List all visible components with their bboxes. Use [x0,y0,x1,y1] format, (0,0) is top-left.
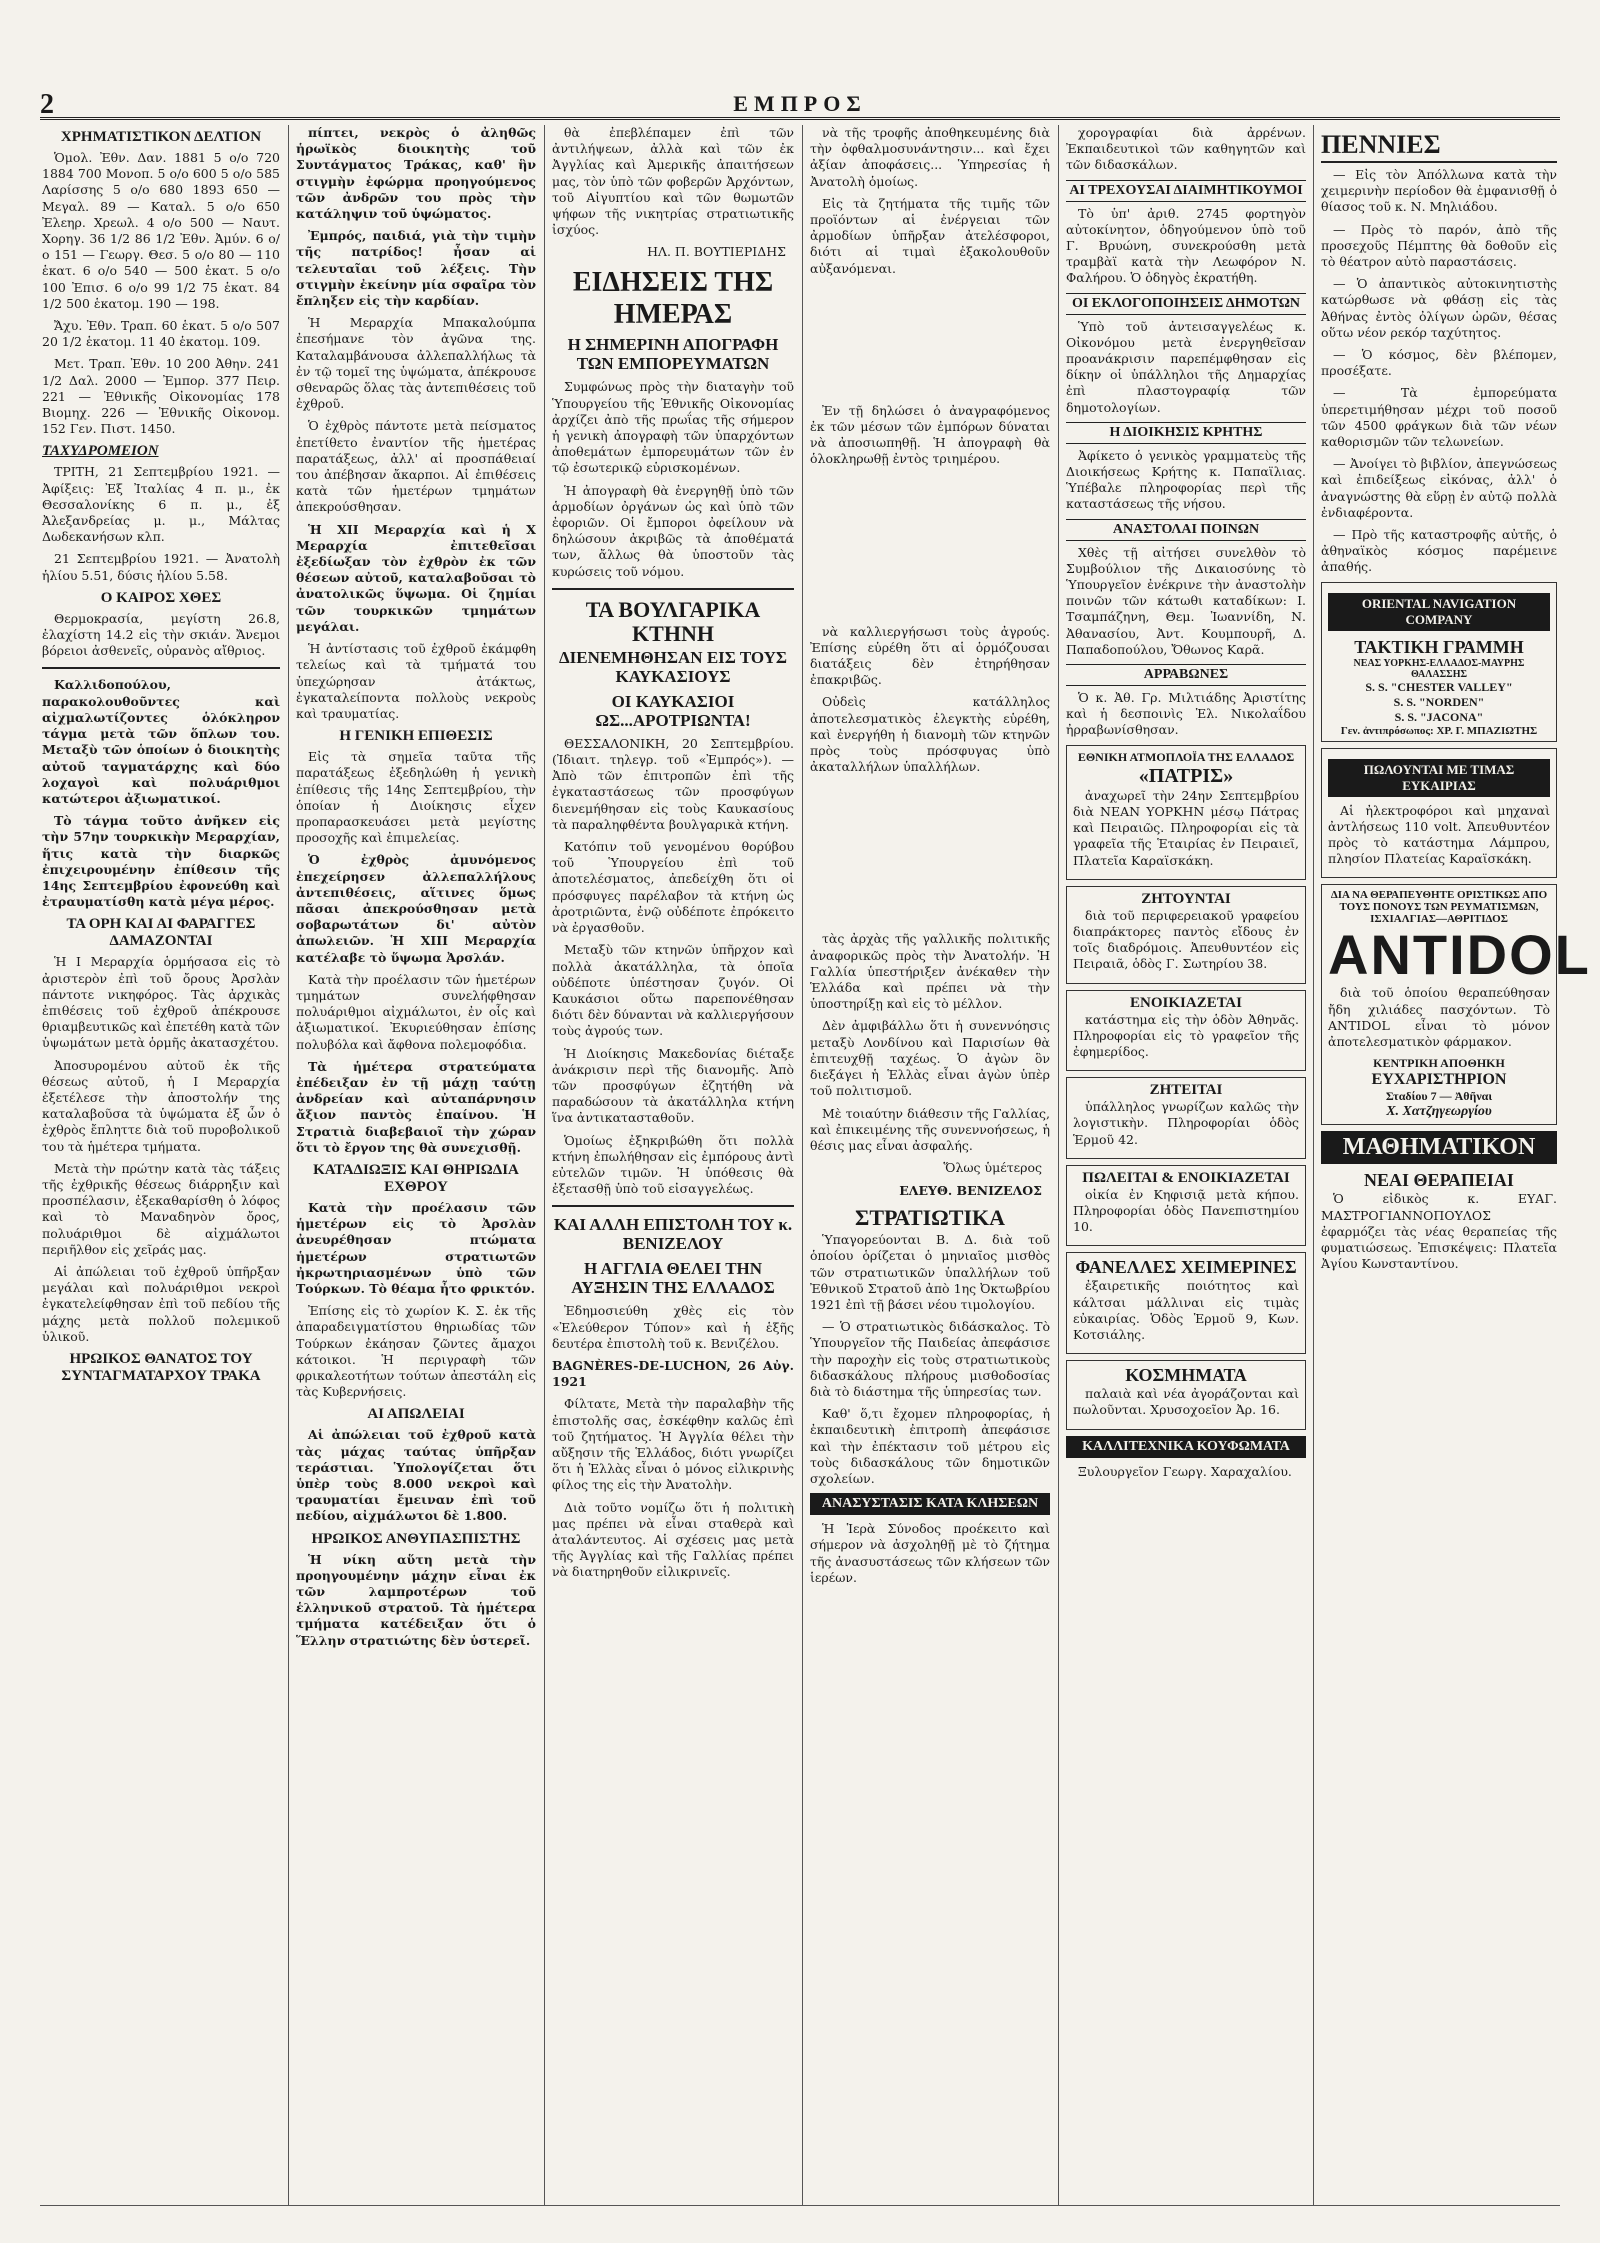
paragraph: τὰς ἀρχὰς τῆς γαλλικῆς πολιτικῆς ἀναφορικῶς πρὸς τὴν Ἀνατολήν. Ἡ Γαλλία ὑπεστήριξεν ἀνέκαθεν τὴν Ἑλλάδα καὶ πρέπει νὰ τὴν ὑποστηρίξῃ καὶ εἰς τὸ μέλλον. [810,931,1050,1012]
ad-title: ΖΗΤΟΥΝΤΑΙ [1141,890,1231,907]
column-rule [802,125,803,2205]
divider [552,1205,794,1207]
signature-name: ΕΛΕΥΘ. ΒΕΝΙΖΕΛΟΣ [899,1183,1042,1199]
paragraph: Ἐμπρός, παιδιά, γιὰ τὴν τιμὴν τῆς πατρίδος! ἦσαν αἱ τελευταῖαι τοῦ λέξεις. Τὴν στιγμὴν ἐκείνην μία σφαῖρα τὸν ἔπληξεν εἰς τὴν καρδίαν. [296,228,536,309]
paragraph: Ἡ Διοίκησις Μακεδονίας διέταξε ἀνάκρισιν περὶ τῆς διανομῆς. Ἀπὸ τῶν προσφύγων ἐζητήθη νὰ παραδώσουν τὰ ἀκατάλληλα κτήνη ἵνα ἀντικατασταθοῦν. [552,1045,794,1126]
section-heading: ΑΙ ΑΠΩΛΕΙΑΙ [367,1406,465,1423]
spacer [810,474,1050,624]
section-heading: ΗΡΩΙΚΟΣ ΑΝΘΥΠΑΣΠΙΣΤΗΣ [311,1530,521,1547]
paragraph: 21 Σεπτεμβρίου 1921. — Ἀνατολὴ ἡλίου 5.51, δύσις ἡλίου 5.58. [42,551,280,583]
paragraph: Ὑπὸ τοῦ ἀντεισαγγελέως κ. Οἰκονόμου μετὰ ἐνεργηθεῖσαν προανάκρισιν παρεπέμφθησαν εἰς δίκην οἱ ὑπάλληλοι τῆς Δημαρχίας ἐπὶ πλαστογραφίᾳ τῶν δημοτολογίων. [1066,318,1306,415]
bottom-rule [40,2205,1560,2206]
paragraph: νὰ τῆς τροφῆς ἀποθηκευμένης διὰ τὴν ὀφθαλμοσυνάντησιν... καὶ ἔχει ἀξίαν ἀποφάσεις... Ὑπηρεσίας ἡ Ἀνατολὴ ὁμοίως. [810,125,1050,189]
paragraph: — Ἀνοίγει τὸ βιβλίον, ἀπεγνώσεως καὶ ἐπιδείξεως εἰκόνας, ἀλλ' ὁ ἀναγνώστης θὰ εὕρῃ ἐν αὐτῷ πολλὰ ἐνδιαφέροντα. [1321,456,1557,520]
ad-text: ἀναχωρεῖ τὴν 24ην Σεπτεμβρίου διὰ ΝΕΑΝ ΥΟΡΚΗΝ μέσῳ Πάτρας καὶ Πειραιῶς. Πληροφορίαι εἰς τὰ γραφεῖα τῆς Ἑταιρίας ἐν Πειραιεῖ, Πλατεῖα Καραϊσκάκη. [1073,787,1299,868]
ad-title: ΖΗΤΕΙΤΑΙ [1149,1082,1223,1099]
signature-closing: Ὅλως ὑμέτερος [943,1160,1042,1176]
ad-text: Ὁ εἰδικὸς κ. ΕΥΑΓ. ΜΑΣΤΡΟΓΙΑΝΝΟΠΟΥΛΟΣ ἐφαρμόζει τὰς νέας θεραπείας τῆς φυματιώσεως. Ἐπισκέψεις: Πλατεῖα Ἀγίου Κωνσταντίνου. [1321,1191,1557,1272]
ad-subtitle: ΤΑΚΤΙΚΗ ΓΡΑΜΜΗ [1354,636,1524,657]
section-heading: ΚΑΤΑΔΙΩΞΙΣ ΚΑΙ ΘΗΡΙΩΔΙΑ ΕΧΘΡΟΥ [313,1161,519,1195]
paragraph: Καλλιδοπούλου, παρακολουθοῦντες καὶ αἰχμαλωτίζοντες ὁλόκληρον τάγμα μετὰ τῶν ὅπλων του. Μεταξὺ τῶν ὁποίων ὁ διοικητὴς αὐτοῦ ταγματάρχης καὶ δύο λοχαγοὶ καὶ πολυάριθμοι κατώτεροι ἀξιωματικοί. [42,677,280,806]
dateline: BAGNÈRES-DE-LUCHON, 26 Αὐγ. 1921 [552,1357,794,1390]
masthead [40,89,1560,120]
paragraph: Καθ' ὅ,τι ἔχομεν πληροφορίας, ἡ ἐκπαιδευτικὴ ἐπιτροπὴ ἀπεφάσισε καὶ τὴν ἐπέκτασιν τοῦ μέτρου εἰς τοὺς διδασκάλους τῶν δημοτικῶν σχολείων. [810,1406,1050,1486]
ad-title: ΕΘΝΙΚΗ ΑΤΜΟΠΛΟΪΑ ΤΗΣ ΕΛΛΑΔΟΣ [1077,749,1295,764]
paragraph: Κατόπιν τοῦ γενομένου θορύβου τοῦ Ὑπουργείου ἐπὶ τοῦ ἀποτελέσματος, ἀπεδείχθη ὅτι οἱ πρόσφυγες παρέλαβον τὰ κτήνη ὡς ἀροτριῶντα, ἐνῷ οὐδέποτε ἐπρόκειτο νὰ ἐργασθοῦν. [552,839,794,936]
section-heading: ΤΑΧΥΔΡΟΜΕΙΟΝ [42,443,159,460]
headline: Η ΑΓΓΛΙΑ ΘΕΛΕΙ ΤΗΝ ΑΥΞΗΣΙΝ ΤΗΣ ΕΛΛΑΔΟΣ [571,1259,775,1298]
ad-title: ΚΟΣΜΗΜΑΤΑ [1125,1365,1247,1386]
paragraph: — Εἰς τὸν Ἀπόλλωνα κατὰ τὴν χειμερινὴν περίοδον θὰ ἐμφανισθῇ ὁ θίασος τοῦ κ. Ν. Μηλιάδου. [1321,167,1557,215]
paragraph: Κατὰ τὴν προέλασιν τῶν ἡμετέρων τμημάτων συνελήφθησαν πολυάριθμοι αἰχμάλωτοι, ἐν οἷς καὶ ἀξιωματικοί. Ἐκυριεύθησαν ἐπίσης πολυβόλα καὶ ἄφθονα πολεμοφόδια. [296,971,536,1052]
ad-shipping [1321,582,1557,742]
ad-text: Αἱ ἠλεκτροφόροι καὶ μηχαναὶ ἀντλήσεως 110 volt. Ἀπευθυντέον πρὸς τὸ κατάστημα Λάμπρου, πλησίον Πλατείας Καραϊσκάκη. [1328,802,1550,867]
ship-name: «ΠΑΤΡΙΣ» [1138,764,1234,787]
ad-text: ὑπάλληλος γνωρίζων καλῶς τὴν λογιστικὴν. Πληροφορίαι ὁδὸς Ἑρμοῦ 42. [1073,1099,1299,1147]
ad-text: διὰ τοῦ ὁποίου θεραπεύθησαν ἤδη χιλιάδες πασχόντων. Τὸ ANTIDOL εἶναι τὸ μόνον ἀποτελεσματικὸν φάρμακον. [1328,985,1550,1050]
paragraph: Ὑπαγορεύονται Β. Δ. διὰ τοῦ ὁποίου ὁρίζεται ὁ μηνιαῖος μισθὸς τῶν στρατιωτικῶν ὑπαλλήλων τοῦ Ἐθνικοῦ Στρατοῦ ἀπὸ 1ης Ὀκτωβρίου 1921 ἐπὶ τῇ βάσει νέου τιμολογίου. [810,1232,1050,1312]
ad-text: ἐξαιρετικῆς ποιότητος καὶ κάλτσαι μάλλιναι εἰς τιμὰς εὐκαιρίας. Ὁδὸς Ἑρμοῦ 9, Κων. Κοτσιάλης. [1073,1278,1299,1342]
paragraph: Εἰς τὰ σημεῖα ταῦτα τῆς παρατάξεως ἐξεδηλώθη ἡ γενικὴ ἐπίθεσις τῆς 14ης Σεπτεμβρίου, τὴν ὁποίαν ἡ Διοίκησις εἶχεν προπαρασκευάσει μετὰ μεγίστης προσοχῆς καὶ ἐπιμελείας. [296,749,536,846]
paragraph: Ἀφίκετο ὁ γενικὸς γραμματεὺς τῆς Διοικήσεως Κρήτης κ. Παπαϊλιας. Ὑπέβαλε πληροφορίας περὶ τῆς καταστάσεως τῆς νήσου. [1066,447,1306,512]
paragraph: Ἀποσυρομένου αὐτοῦ ἐκ τῆς θέσεως αὐτοῦ, ἡ Ι Μεραρχία ἐξετέλεσε τὴν ἀποστολήν της καταλαβοῦσα τὰ ὑψώματα ἐξ ὧν ὁ ἐχθρὸς ἔπληττε διὰ τοῦ πυροβολικοῦ του τὰ ἡμέτερα τμήματα. [42,1057,280,1154]
paragraph: Αἱ ἀπώλειαι τοῦ ἐχθροῦ ὑπῆρξαν μεγάλαι καὶ πολυάριθμοι νεκροὶ ἐγκατελείφθησαν ἐπὶ τοῦ πεδίου τῆς μάχης μετὰ πολλοῦ πολεμικοῦ ὑλικοῦ. [42,1263,280,1344]
ad-classified [1066,1165,1306,1247]
section-heading: Η ΓΕΝΙΚΗ ΕΠΙΘΕΣΙΣ [339,728,493,745]
paragraph: Ἡ XII Μεραρχία καὶ ἡ Χ Μεραρχία ἐπιτεθεῖσαι ἐξεδίωξαν τὸν ἐχθρὸν ἐκ τῶν θέσεων αὐτοῦ, καταλαβοῦσαι τὸ ἀνατολικῶς ὕψωμα. Οἱ ζημίαι τῶν τουρκικῶν τμημάτων μεγάλαι. [296,521,536,634]
paragraph: Τὸ ὑπ' ἀριθ. 2745 φορτηγὸν αὐτοκίνητον, ὁδηγούμενον ὑπὸ τοῦ Γ. Βρυώνη, συνεκρούσθη μετὰ τραμβὰϊ κατὰ τὴν Λεωφόρον Ν. Φαλήρου. Ὁ ὁδηγὸς ἐκρατήθη. [1066,205,1306,286]
paragraph: Ἡ Ι Μεραρχία ὁρμήσασα εἰς τὸ ἀριστερὸν ἐπὶ τοῦ ὄρους Ἀρσλὰν πάντοτε νικηφόρος. Τὰς ἀρχικὰς ἐπιθέσεις τοῦ ἐχθροῦ ἀπέκρουσε θριαμβευτικῶς καὶ ἐπετέθη κατὰ τῶν ὑψωμάτων μετὰ ὁρμῆς ἀκατασχέτου. [42,954,280,1051]
ad-sale [1321,748,1557,879]
ship-name: S. S. "NORDEN" [1393,694,1485,709]
paragraph: Διὰ τοῦτο νομίζω ὅτι ἡ πολιτικὴ μας πρέπει νὰ εἶναι σταθερὰ καὶ ἀταλάντευτος. Αἱ σχέσεις μας μετὰ τῆς Ἀγγλίας καὶ τῆς Γαλλίας πρέπει νὰ διατηρηθοῦν εἰλικρινεῖς. [552,1499,794,1580]
paragraph: Ἡ ἀπογραφὴ θὰ ἐνεργηθῇ ὑπὸ τῶν ἁρμοδίων ὀργάνων ὡς καὶ ὑπὸ τῶν ἐφοριῶν. Οἱ ἔμποροι ὀφείλουν νὰ δηλώσουν ἀκριβῶς τὰ ἀποθέματά των, ἄλλως θὰ ὑποστοῦν τὰς κυρώσεις τοῦ νόμου. [552,482,794,579]
column-6 [1321,125,1591,2205]
newspaper-title: ΕΜΠΡΟΣ [733,91,867,116]
section-heading: ΑΝΑΣΥΣΤΑΣΙΣ ΚΑΤΑ ΚΛΗΣΕΩΝ [810,1493,1050,1515]
paragraph: Τὸ τάγμα τοῦτο ἀνῆκεν εἰς τὴν 57ην τουρκικὴν Μεραρχίαν, ἥτις κατὰ τὴν διαρκῶς ἐπιχειρουμένην ἐπίθεσιν τῆς 14ης Σεπτεμβρίου ἐφονεύθη καὶ ἐτραυματίσθη κατὰ μέγα μέρος. [42,813,280,910]
ad-text: κατάστημα εἰς τὴν ὁδὸν Ἀθηνᾶς. Πληροφορίαι εἰς τὸ γραφεῖον τῆς ἐφημερίδος. [1073,1011,1299,1059]
ad-classified [1066,1360,1306,1429]
column-rule [288,125,289,2205]
section-heading: ΟΙ ΕΚΛΟΓΟΠΟΙΗΣΕΙΣ ΔΗΜΟΤΩΝ [1066,293,1306,315]
paragraph: Ἐδημοσιεύθη χθὲς εἰς τὸν «Ἐλεύθερον Τύπον» καὶ ἡ ἑξῆς δευτέρα ἐπιστολὴ τοῦ κ. Βενιζέλου. [552,1303,794,1351]
ad-title: ORIENTAL NAVIGATION COMPANY [1328,593,1550,631]
paragraph: Μὲ τοιαύτην διάθεσιν τῆς Γαλλίας, καὶ ἐπικειμένης τῆς συνεννοήσεως, ἡ θέσις μας εἶναι ἀσφαλής. [810,1105,1050,1153]
paragraph: Ἡ νίκη αὕτη μετὰ τὴν προηγουμένην μάχην εἶναι ἐκ τῶν λαμπροτέρων τοῦ ἑλληνικοῦ στρατοῦ. Τὰ ἡμέτερα τμήματα κατέδειξαν ὅτι ὁ Ἕλλην στρατιώτης δὲν ὑστερεῖ. [296,1551,536,1648]
section-heading: ΗΡΩΙΚΟΣ ΘΑΝΑΤΟΣ ΤΟΥ ΣΥΝΤΑΓΜΑΤΑΡΧΟΥ ΤΡΑΚΑ [61,1351,261,1384]
spacer [810,781,1050,931]
spacer [810,283,1050,403]
paragraph: — Ὁ ἀπαντικὸς αὐτοκινητιστὴς κατώρθωσε νὰ φθάσῃ εἰς τὰς Ἀθήνας ἐντὸς ὀλίγων ὡρῶν, θέσας οὕτω νέον ρεκόρ ταχύτητος. [1321,276,1557,340]
ad-title: ΠΩΛΟΥΝΤΑΙ ΜΕ ΤΙΜΑΣ ΕΥΚΑΙΡΙΑΣ [1328,759,1550,797]
paragraph: — Πρὸ τῆς καταστροφῆς αὐτῆς, ὁ ἀθηναϊκὸς κόσμος παρέμεινε ἀπαθής. [1321,527,1557,575]
paragraph: Φίλτατε, Μετὰ τὴν παραλαβὴν τῆς ἐπιστολῆς σας, ἐσκέφθην καλῶς ἐπὶ τοῦ ζητήματος. Ἡ Ἀγγλία θέλει τὴν αὔξησιν τῆς Ἑλλάδος, διότι γνωρίζει ὅτι ἡ Ἑλλὰς εἶναι ὁ μόνος εἰλικρινὴς φίλος της εἰς τὴν Ἀνατολὴν. [552,1396,794,1493]
paragraph: — Πρὸς τὸ παρόν, ἀπὸ τῆς προσεχοῦς Πέμπτης θὰ δοθοῦν εἰς τὸ θέατρον αὐτὸ παραστάσεις. [1321,221,1557,270]
ad-subtitle: ΝΕΑΙ ΘΕΡΑΠΕΙΑΙ [1364,1170,1514,1191]
ad-store: ΕΥΧΑΡΙΣΤΗΡΙΟΝ [1371,1071,1507,1089]
paragraph: Χθὲς τῇ αἰτήσει συνελθὸν τὸ Συμβούλιον τῆς Δικαιοσύνης τὸ Ὑπουργεῖον ἐνέκρινε τὴν ἀναστολὴν ποινῶν τῶν κάτωθι καταδίκων: Ι. Τσαμπάζηνη, Θεμ. Ἰωαννίδη, Ν. Ἀθανασίου, Ἀντ. Κουμπουρῆ, Δ. Παπαδοπούλου, Ὄθωνος Καρᾶ. [1066,544,1306,657]
paragraph: Ἡ Ἱερὰ Σύνοδος προέκειτο καὶ σήμερον νὰ ἀσχοληθῇ μὲ τὸ ζήτημα τῆς ἀνασυστάσεως τῶν κλήσεων τῶν ἱερέων. [810,1521,1050,1585]
ship-name: S. S. "CHESTER VALLEY" [1365,679,1513,694]
divider [552,588,794,590]
ad-text: παλαιὰ καὶ νέα ἀγοράζονται καὶ πωλοῦνται. Χρυσοχοεῖον Ἀρ. 16. [1073,1386,1299,1418]
paragraph: Ὁ ἐχθρὸς ἀμυνόμενος ἐπεχείρησεν ἀλλεπαλλήλους ἀντεπιθέσεις, αἵτινες ὅμως πᾶσαι ἀπεκρούσθησαν μετὰ σοβαρωτάτων δι' αὐτὸν ἀπωλειῶν. Ἡ XIII Μεραρχία κατέλαβε τὸ ὕψωμα Ἀρσλάν. [296,852,536,965]
paragraph: ΤΡΙΤΗ, 21 Σεπτεμβρίου 1921. — Ἀφίξεις: Ἐξ Ἰταλίας 4 π. μ., ἐκ Θεσσαλονίκης 6 π. μ., ἐξ Ἀλεξανδρείας μ. μ., Μάλτας Δωδεκανήσων κλπ. [42,464,280,545]
paragraph: Ὁμοίως ἐξηκριβώθη ὅτι πολλὰ κτήνη ἐπωλήθησαν εἰς ἐμπόρους ἀντὶ εὐτελῶν τιμῶν. Ἡ ὑπόθεσις θὰ ἐξετασθῇ ὑπὸ τοῦ εἰσαγγελέως. [552,1132,794,1197]
column-5 [1066,125,1306,2205]
column-rule [1313,125,1314,2205]
paragraph: Συμφώνως πρὸς τὴν διαταγὴν τοῦ Ὑπουργείου τῆς Ἐθνικῆς Οἰκονομίας ἀρχίζει ἀπὸ τῆς πρωΐας τῆς σήμερον ἡ γενικὴ ἀπογραφὴ τῶν ὑπαρχόντων ἀποθεμάτων ἐμπορευμάτων τῶν ἐν τῷ ἐσωτερικῷ εὑρισκομένων. [552,379,794,476]
ad-title: ΜΑΘΗΜΑΤΙΚΟΝ [1321,1131,1557,1164]
ad-antidol [1321,884,1591,1125]
paragraph: Μεταξὺ τῶν κτηνῶν ὑπῆρχον καὶ πολλὰ ἀκατάλληλα, τὰ ὁποῖα οὐδέποτε ὑπέστησαν ζυγόν. Οἱ Καυκάσιοι οὕτω παρεπονέθησαν διότι δὲν δύνανται νὰ καλλιεργήσουν τοὺς ἀγρούς των. [552,942,794,1039]
page-number: 2 [40,89,54,120]
ad-agent: Γεν. ἀντιπρόσωπος: ΧΡ. Γ. ΜΠΑΖΙΩΤΗΣ [1340,724,1538,737]
paragraph: πίπτει, νεκρὸς ὁ ἀληθῶς ἡρωϊκὸς διοικητὴς τοῦ Συντάγματος Τράκας, καθ' ἣν στιγμὴν ἐφώρμα προηγούμενος τῶν ἀνδρῶν του πρὸς τὴν κατάληψιν τοῦ ὑψώματος. [296,125,536,222]
ad-classified [1066,990,1306,1072]
paragraph: θὰ ἐπεβλέπαμεν ἐπὶ τῶν ἀντιλήψεων, ἀλλὰ καὶ τῶν ἐκ Ἀγγλίας καὶ Ἀμερικῆς ἀπαιτήσεων μας, τὸν ὑπὸ τῶν φοβερῶν Ἀρχόντων, τοῦ Αἰγυπτίου καὶ τῶν θωμωτῶν ψήφων τῆς νικητρίας στρατιωτικῆς ἰσχύος. [552,125,794,238]
section-heading: ΑΝΑΣΤΟΛΑΙ ΠΟΙΝΩΝ [1066,519,1306,541]
column-3 [552,125,794,2205]
column-rule [1058,125,1059,2205]
ad-address: Σταδίου 7 — Ἀθῆναι [1385,1089,1493,1104]
paragraph: νὰ καλλιεργήσωσι τοὺς ἀγρούς. Ἐπίσης εὑρέθη ὅτι αἱ ὁρμόζουσαι διατάξεις δὲν ἐτηρήθησαν ἐπακριβῶς. [810,623,1050,688]
ad-classified [1066,886,1306,984]
section-heading: ΠΕΝΝΙΕΣ [1321,129,1557,163]
paragraph: Ἡ Μεραρχία Μπακαλούμπα ἐπεσήμανε τὸν ἀγῶνα της. Καταλαμβάνουσα ἀλλεπαλλήλως τὰ ἐν τῷ τομεῖ της ὑψώματα, ἀπέκρουσε σθεναρῶς ὅλας τὰς ἀντεπιθέσεις τοῦ ἐχθροῦ. [296,315,536,412]
brand-name: ANTIDOL [1328,923,1591,987]
paragraph: Κατὰ τὴν προέλασιν τῶν ἡμετέρων εἰς τὸ Ἀρσλὰν ἀνευρέθησαν πτώματα ἡμετέρων στρατιωτῶν ἠκρωτηριασμένων ὑπὸ τῶν Τούρκων. Τὸ θέαμα ἦτο φρικτόν. [296,1199,536,1296]
paragraph: Τὰ ἡμέτερα στρατεύματα ἐπέδειξαν ἐν τῇ μάχῃ ταύτῃ ἀνδρείαν καὶ αὐταπάρνησιν ἄξιον παντὸς ἐπαίνου. Ἡ Στρατιὰ διαβεβαιοῖ τὴν χώραν ὅτι τὸ ἔργον της θὰ συνεχισθῇ. [296,1058,536,1155]
ad-text: διὰ τοῦ περιφερειακοῦ γραφείου διαπράκτορες παντὸς εἴδους ἐν τοῖς διαδρόμοις. Ἀπευθυντέον εἰς Πειραιᾶ, ὁδὸς Γ. Σωτηρίου 38. [1073,907,1299,972]
ad-title: ΦΑΝΕΛΛΕΣ ΧΕΙΜΕΡΙΝΕΣ [1075,1257,1297,1278]
section-heading: ΑΙ ΤΡΕΧΟΥΣΑΙ ΔΙΑΙΜΗΤΙΚΟΥΜΟΙ [1066,180,1306,202]
section-heading: Η ΔΙΟΙΚΗΣΙΣ ΚΡΗΤΗΣ [1066,422,1306,444]
paragraph: Μετ. Τραπ. Ἐθν. 10 200 Ἀθην. 241 1/2 Δαλ. 2000 — Ἐμπορ. 377 Πειρ. 221 — Ἐθνικῆς Οἰκονομίας 178 Βιομηχ. 226 — Ἐθνικῆς Οἰκονομ. 152 Γεν. Πιστ. 1450. [42,356,280,437]
paragraph: Οὐδεὶς κατάλληλος ἀποτελεσματικὸς ἐλεγκτὴς εὑρέθη, καὶ ἐνεργήθη ἡ διανομὴ τῶν κτηνῶν πρὸς τοὺς πρόσφυγας ὑπὸ ἀκαταλλήλων ὑπαλλήλων. [810,694,1050,775]
ad-title: ΕΝΟΙΚΙΑΖΕΤΑΙ [1130,994,1242,1011]
headline: ΟΙ ΚΑΥΚΑΣΙΟΙ ΩΣ...ΑΡΟΤΡΙΩΝΤΑ! [595,691,751,730]
headline: ΕΙΔΗΣΕΙΣ ΤΗΣ ΗΜΕΡΑΣ [572,267,774,331]
paragraph: χορογραφίαι διὰ ἀρρένων. Ἐκπαιδευτικοὶ τῶν καθηγητῶν καὶ τῶν διδασκάλων. [1066,125,1306,173]
ad-text: Ξυλουργεῖον Γεωργ. Χαραχαλίου. [1078,1463,1292,1479]
paragraph: Ἐπίσης εἰς τὸ χωρίον Κ. Σ. ἐκ τῆς ἀπαραδειγματίστου θηριωδίας τῶν Τούρκων ἐκάησαν ζῶντες ἄμαχοι κάτοικοι. Ἡ περιγραφὴ τῶν φρικαλεοτήτων τούτων ἀπεστάλη εἰς τὰς Κυβερνήσεις. [296,1303,536,1400]
ad-classified [1066,1252,1306,1354]
section-heading: ΑΡΡΑΒΩΝΕΣ [1066,664,1306,686]
section-heading: ΧΡΗΜΑΤΙΣΤΙΚΟΝ ΔΕΛΤΙΟΝ [60,129,262,145]
ship-name: S. S. "JACONA" [1394,709,1484,724]
headline: ΚΑΙ ΑΛΛΗ ΕΠΙΣΤΟΛΗ ΤΟΥ κ. ΒΕΝΙΖΕΛΟΥ [553,1215,793,1254]
paragraph: ΘΕΣΣΑΛΟΝΙΚΗ, 20 Σεπτεμβρίου. (Ἰδιαιτ. τηλεγρ. τοῦ «Ἐμπρός»). — Ἀπὸ τῶν ἐπιτροπῶν ἐπὶ τῆς ἐγκαταστάσεως τῶν προσφύγων διενεμήθησαν εἰς τοὺς Καυκασίους τὰ παραληφθέντα βουλγαρικὰ κτήνη. [552,735,794,832]
ad-title: ΠΩΛΕΙΤΑΙ & ΕΝΟΙΚΙΑΖΕΤΑΙ [1082,1169,1290,1186]
ad-signature: Χ. Χατζηγεωργίου [1386,1104,1492,1120]
section-heading: ΤΑ ΟΡΗ ΚΑΙ ΑΙ ΦΑΡΑΓΓΕΣ ΔΑΜΑΖΟΝΤΑΙ [66,916,256,950]
byline: ΗΛ. Π. ΒΟΥΤΙΕΡΙΔΗΣ [647,244,786,260]
ad-shipping [1066,745,1306,880]
ad-title: ΔΙΑ ΝΑ ΘΕΡΑΠΕΥΘΗΤΕ ΟΡΙΣΤΙΚΩΣ ΑΠΟ ΤΟΥΣ ΠΟΝΟΥΣ ΤΩΝ ΡΕΥΜΑΤΙΣΜΩΝ, ΙΣΧΙΑΛΓΙΑΣ—ΑΘΡΙΤΙΔΟΣ [1330,889,1548,926]
ad-text: οἰκία ἐν Κηφισιᾷ μετὰ κήπου. Πληροφορίαι ὁδὸς Πανεπιστημίου 10. [1073,1186,1299,1235]
section-heading: Ο ΚΑΙΡΟΣ ΧΘΕΣ [100,589,222,606]
paragraph: Μετὰ τὴν πρώτην κατὰ τὰς τάξεις τῆς ἐχθρικῆς θέσεως διάρρηξιν καὶ προσπέλασιν, ἐξεκαθαρίσθη ὁ λόφος καὶ τὸ Μαναδηνὸν ὄρος, πολυάριθμοι δὲ αἰχμάλωτοι περιῆλθον εἰς χεῖράς μας. [42,1160,280,1257]
column-4 [810,125,1050,2205]
headline: Η ΣΗΜΕΡΙΝΗ ΑΠΟΓΡΑΦΗ ΤΩΝ ΕΜΠΟΡΕΥΜΑΤΩΝ [567,335,779,374]
paragraph: — Ὁ στρατιωτικὸς διδάσκαλος. Τὸ Ὑπουργεῖον τῆς Παιδείας ἀπεφάσισε τὴν παροχὴν εἰς τοὺς στρατιωτικοὺς διδασκάλους πλήρους μισθοδοσίας διὰ τὸ διάστημα τῆς ὑπηρεσίας των. [810,1319,1050,1399]
headline: ΤΑ ΒΟΥΛΓΑΡΙΚΑ ΚΤΗΝΗ [585,596,761,646]
paragraph: — Τὰ ἐμπορεύματα ὑπερετιμήθησαν μέχρι τοῦ ποσοῦ τῶν 4500 φράγκων διὰ τῶν νέων καθορισμῶν τῶν τελωνείων. [1321,385,1557,450]
paragraph: Εἰς τὰ ζητήματα τῆς τιμῆς τῶν προϊόντων αἱ ἐνέργειαι τῶν ἀρμοδίων ὑπῆρξαν ἀτελέσφοροι, διότι αἱ τιμαὶ ἐξακολουθοῦν αὐξανόμεναι. [810,195,1050,276]
ad-route: ΝΕΑΣ ΥΟΡΚΗΣ-ΕΛΛΑΔΟΣ-ΜΑΥΡΗΣ ΘΑΛΑΣΣΗΣ [1353,657,1525,680]
ad-title: ΚΑΛΛΙΤΕΧΝΙΚΑ ΚΟΥΦΩΜΑΤΑ [1066,1436,1306,1458]
ad-depot: ΚΕΝΤΡΙΚΗ ΑΠΟΘΗΚΗ [1373,1056,1505,1071]
column-1 [42,125,280,2205]
divider [42,667,280,669]
headline: ΣΤΡΑΤΙΩΤΙΚΑ [854,1205,1006,1231]
paragraph: Δὲν ἀμφιβάλλω ὅτι ἡ συνεννόησις μεταξὺ Λονδίνου καὶ Παρισίων θὰ ἐπιτευχθῇ ταχέως. Ὁ ἀγὼν ὃν διεξάγει ἡ Ἑλλὰς εἶναι ἀγὼν ὑπὲρ τοῦ πολιτισμοῦ. [810,1018,1050,1099]
paragraph: — Ὁ κόσμος, δὲν βλέπομεν, προσέξατε. [1321,347,1557,379]
paragraph: Ἐν τῇ δηλώσει ὁ ἀναγραφόμενος ἐκ τῶν μέσων τῶν ἐμπόρων δύναται νὰ ἀποσιωπηθῇ. Ἡ ἀπογραφὴ θὰ ὁλοκληρωθῇ ἐντὸς τριημέρου. [810,402,1050,467]
headline: ΔΙΕΝΕΜΗΘΗΣΑΝ ΕΙΣ ΤΟΥΣ ΚΑΥΚΑΣΙΟΥΣ [558,647,788,686]
column-rule [544,125,545,2205]
paragraph: Ἄχυ. Ἐθν. Τραπ. 60 ἑκατ. 5 ο/ο 507 20 1/2 ἑκατομ. 11 40 ἑκατομ. 109. [42,318,280,350]
paragraph: Ὁμολ. Ἐθν. Δαν. 1881 5 ο/ο 720 1884 700 Μονοπ. 5 ο/ο 600 5 ο/ο 585 Λαρίσσης 5 ο/ο 680 1893 650 — Μεγαλ. 89 — Καταλ. 5 ο/ο 650 Ἐλεηρ. Χρεωλ. 4 ο/ο 500 — Ναυτ. Χορηγ. 36 1/2 86 1/2 Ἐθν. Ἀμύν. 6 ο/ο 151 — Γεωργ. Θεσ. 5 ο/ο 80 — 110 ἑκατ. 6 ο/ο 540 — 500 ἑκατ. 5 ο/ο 100 Ἐπισ. 6 ο/ο 99 1/2 75 ἑκατ. 84 1/2 500 ἑκατομ. 190 — 198. [42,150,280,311]
paragraph: Ὁ ἐχθρὸς πάντοτε μετὰ πείσματος ἐπετίθετο ἐναντίον τῆς ἡμετέρας παρατάξεως, ἀλλ' αἱ προσπάθειαί του ἀπέβησαν ἄκαρποι. Αἱ ἐπιθέσεις κατὰ τῶν ἡμετέρων τμημάτων ἀπεκρούσθησαν. [296,418,536,515]
paragraph: Αἱ ἀπώλειαι τοῦ ἐχθροῦ κατὰ τὰς μάχας ταύτας ὑπῆρξαν τεράστιαι. Ὑπολογίζεται ὅτι ὑπὲρ τοὺς 8.000 νεκροὶ καὶ τραυματίαι ἔμειναν ἐπὶ τοῦ πεδίου, αἰχμάλωτοι δὲ 1.800. [296,1427,536,1524]
paragraph: Ἡ ἀντίστασις τοῦ ἐχθροῦ ἐκάμφθη τελείως καὶ τὰ τμήματά του ὑπεχώρησαν ἀτάκτως, ἐγκαταλείποντα πολλοὺς νεκροὺς καὶ τραυματίας. [296,641,536,721]
paragraph: Θερμοκρασία, μεγίστη 26.8, ἐλαχίστη 14.2 εἰς τὴν σκιάν. Ἄνεμοι βόρειοι ἀσθενεῖς, οὐρανὸς αἴθριος. [42,610,280,659]
paragraph: Ὁ κ. Ἀθ. Γρ. Μιλτιάδης Ἀριστίτης καὶ ἡ δεσποινὶς Ἑλ. Νικολαΐδου ἠρραβωνίσθησαν. [1066,690,1306,738]
column-2 [296,125,536,2205]
ad-classified [1066,1077,1306,1159]
